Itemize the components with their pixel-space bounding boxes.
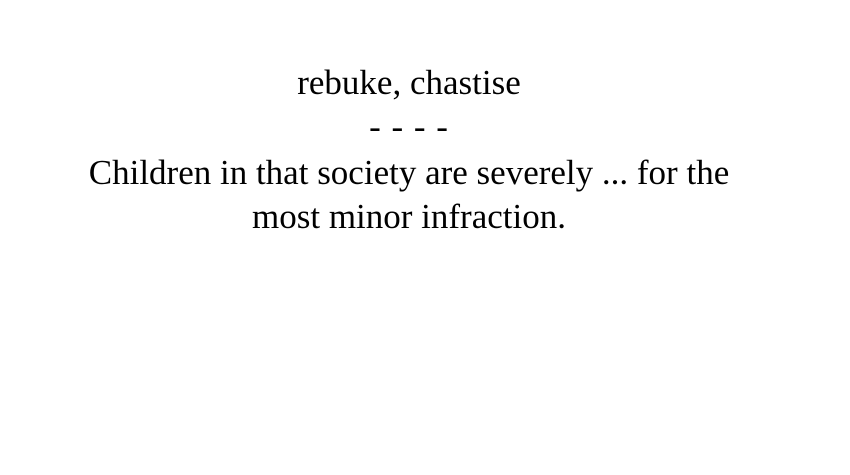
separator: - - - - [369, 107, 449, 146]
definition-text: rebuke, chastise [297, 63, 521, 102]
example-sentence-line-2: most minor infraction. [252, 197, 566, 236]
example-sentence-line-1: Children in that society are severely ... for the [88, 153, 730, 192]
